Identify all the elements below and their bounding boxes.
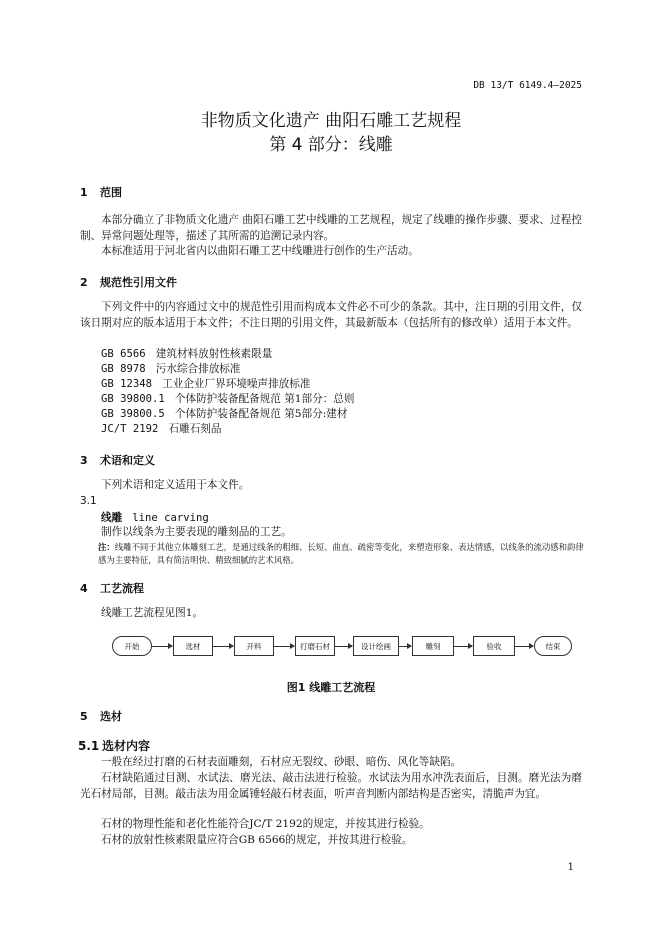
flow-step-material-selection: 选材 xyxy=(173,636,213,656)
flow-arrow xyxy=(515,646,533,647)
section-4-paragraph-1: 线雕工艺流程见图1。 xyxy=(101,607,204,619)
flow-arrow xyxy=(454,646,472,647)
subsection-title: 选材内容 xyxy=(102,739,151,753)
section-1-heading xyxy=(80,184,122,200)
section-5-paragraph-4: 石材的放射性核素限量应符合GB 6566的规定，并按其进行检验。 xyxy=(101,834,413,846)
flow-arrow xyxy=(335,646,352,647)
term-number: 3.1 xyxy=(80,495,97,507)
section-1-paragraph-2: 本标准适用于河北省内以曲阳石雕工艺中线雕进行创作的生产活动。 xyxy=(101,245,419,257)
flow-step-start: 开始 xyxy=(112,636,152,656)
section-title: 选材 xyxy=(100,710,122,723)
section-2-paragraph-1: 下列文件中的内容通过文中的规范性引用而构成本文件必不可少的条款。其中，注日期的引用文件，仅该日期对应的版本适用于本文件；不注日期的引用文件，其最新版本（包括所有的修改单）适用于本文件。 xyxy=(80,301,582,329)
section-title: 工艺流程 xyxy=(100,582,144,595)
document-code: DB 13/T 6149.4—2025 xyxy=(473,80,582,91)
section-title: 规范性引用文件 xyxy=(100,276,177,289)
term-english: line carving xyxy=(132,512,209,524)
term-definition: 制作以线条为主要表现的雕刻品的工艺。 xyxy=(101,526,292,538)
section-5-paragraph-2: 石材缺陷通过目测、水试法、磨光法、敲击法进行检验。水试法为用水冲洗表面后，目测。磨光法为磨光石材局部，目测。敲击法为用金属锤轻敲石材表面，听声音判断内部结构是否密实，清脆声为宜。 xyxy=(80,772,582,800)
section-title: 范围 xyxy=(100,186,122,199)
section-title: 术语和定义 xyxy=(100,454,155,467)
section-number: 5 xyxy=(80,710,88,723)
document-title: 非物质文化遗产 曲阳石雕工艺规程 xyxy=(200,111,462,131)
note-text: 线雕不同于其他立体雕刻工艺，是通过线条的粗细、长短、曲直、疏密等变化，来塑造形象、表达情感，以线条的流动感和韵律感为主要特征，具有简洁明快、精致细腻的艺术风格。 xyxy=(98,542,584,565)
term-entry xyxy=(101,510,209,525)
subsection-5-1-heading xyxy=(78,737,150,754)
section-3-heading xyxy=(80,452,155,468)
section-number: 4 xyxy=(80,582,88,595)
reference-item: GB 39800.1 个体防护装备配备规范 第1部分：总则 xyxy=(101,393,355,405)
reference-item: GB 39800.5 个体防护装备配备规范 第5部分:建材 xyxy=(101,408,348,420)
reference-item: GB 12348 工业企业厂界环境噪声排放标准 xyxy=(101,378,311,390)
flow-step-carving: 雕刻 xyxy=(412,636,454,656)
section-5-paragraph-1: 一般在经过打磨的石材表面雕刻，石材应无裂纹、砂眼、暗伤、风化等缺陷。 xyxy=(101,756,462,768)
flow-arrow xyxy=(152,646,172,647)
flow-step-acceptance: 验收 xyxy=(473,636,515,656)
flow-arrow xyxy=(213,646,233,647)
section-number: 3 xyxy=(80,454,88,467)
flow-arrow xyxy=(399,646,411,647)
process-flowchart xyxy=(112,636,572,658)
flow-arrow xyxy=(274,646,294,647)
section-2-heading xyxy=(80,274,177,290)
section-5-heading xyxy=(80,708,122,724)
section-4-heading xyxy=(80,580,144,596)
section-3-paragraph-1: 下列术语和定义适用于本文件。 xyxy=(101,479,250,491)
reference-item: JC/T 2192 石雕石刻品 xyxy=(101,423,222,435)
flow-step-end: 结束 xyxy=(534,636,572,656)
figure-caption: 图1 线雕工艺流程 xyxy=(286,681,376,694)
page-number: 1 xyxy=(567,862,574,873)
section-number: 2 xyxy=(80,276,88,289)
flow-step-cutting: 开料 xyxy=(234,636,274,656)
note-label: 注： xyxy=(98,542,115,552)
flow-step-design-drawing: 设计绘画 xyxy=(353,636,399,656)
subsection-number: 5.1 xyxy=(78,739,100,753)
section-number: 1 xyxy=(80,186,88,199)
document-subtitle: 第 4 部分：线雕 xyxy=(269,135,393,155)
reference-item: GB 6566 建筑材料放射性核素限量 xyxy=(101,348,273,360)
section-1-paragraph-1: 本部分确立了非物质文化遗产 曲阳石雕工艺中线雕的工艺规程，规定了线雕的操作步骤、要求、过程控制、异常问题处理等，描述了其所需的追溯记录内容。 xyxy=(80,214,582,242)
reference-item: GB 8978 污水综合排放标准 xyxy=(101,363,241,375)
term-note xyxy=(98,541,584,567)
term-chinese: 线雕 xyxy=(101,512,123,524)
section-5-paragraph-3: 石材的物理性能和老化性能符合JC/T 2192的规定，并按其进行检验。 xyxy=(101,818,430,830)
flow-step-polishing: 打磨石材 xyxy=(295,636,335,656)
